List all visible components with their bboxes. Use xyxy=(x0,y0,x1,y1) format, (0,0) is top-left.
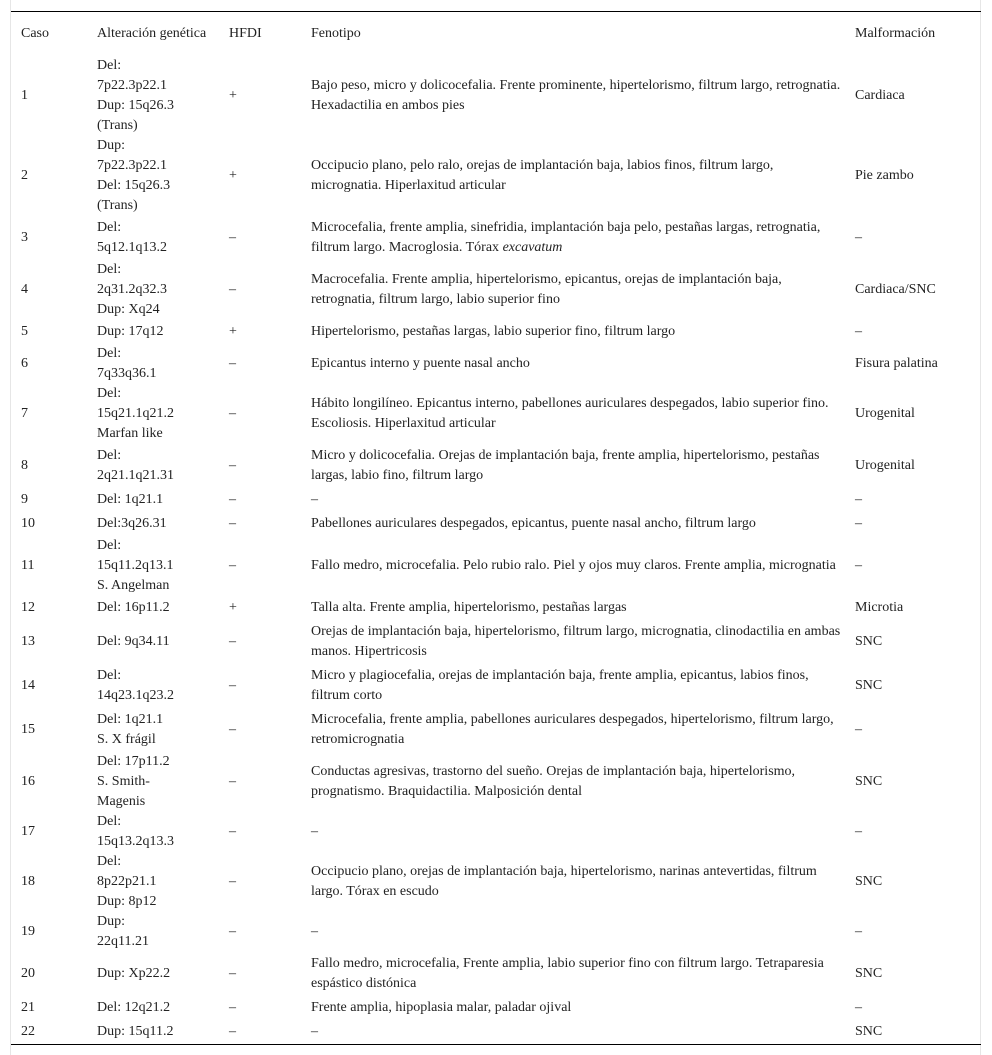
cell-fenotipo xyxy=(301,344,845,384)
table-row xyxy=(11,488,981,512)
alteracion-line: Del: 12q21.2 xyxy=(97,1000,171,1015)
cell-fenotipo xyxy=(301,952,845,996)
alteracion-line: Del: xyxy=(97,220,122,235)
cell-fenotipo xyxy=(301,812,845,852)
cell-hfdi: – xyxy=(229,774,236,789)
fenotipo-text: Occipucio plano, orejas de implantación baja, hipertelorismo, narinas antevertidas, filtrum largo. Tórax en escudo xyxy=(311,864,817,899)
table-row xyxy=(11,952,981,996)
cell-alteracion xyxy=(87,1020,219,1045)
table-row xyxy=(11,444,981,488)
cell-fenotipo xyxy=(301,512,845,536)
fenotipo-text: Pabellones auriculares despegados, epicantus, puente nasal ancho, filtrum largo xyxy=(311,516,756,531)
cell-caso: 6 xyxy=(21,356,28,371)
cell-malformacion: Microtia xyxy=(855,600,904,615)
cell-fenotipo xyxy=(301,1020,845,1045)
cell-hfdi: – xyxy=(229,874,236,889)
table-header xyxy=(11,12,981,57)
cell-alteracion xyxy=(87,320,219,344)
alteracion-line: 22q11.21 xyxy=(97,934,149,949)
table-row xyxy=(11,136,981,216)
cell-alteracion xyxy=(87,708,219,752)
cell-caso: 3 xyxy=(21,230,28,245)
cell-fenotipo xyxy=(301,384,845,444)
cell-hfdi: – xyxy=(229,458,236,473)
cell-alteracion xyxy=(87,752,219,812)
cell-malformacion: SNC xyxy=(855,678,883,693)
alteracion-line: Del: xyxy=(97,58,122,73)
alteracion-line: Del: xyxy=(97,346,122,361)
table-row xyxy=(11,384,981,444)
cell-alteracion xyxy=(87,512,219,536)
table-row xyxy=(11,512,981,536)
header-hfdi: HFDI xyxy=(229,26,262,41)
cell-malformacion: – xyxy=(855,924,862,939)
cell-alteracion xyxy=(87,216,219,260)
cell-caso: 7 xyxy=(21,406,28,421)
cell-hfdi: – xyxy=(229,1024,236,1039)
table-row xyxy=(11,216,981,260)
fenotipo-text: Epicantus interno y puente nasal ancho xyxy=(311,356,530,371)
cell-fenotipo xyxy=(301,536,845,596)
cell-fenotipo xyxy=(301,260,845,320)
cell-hfdi: – xyxy=(229,282,236,297)
cell-hfdi: – xyxy=(229,966,236,981)
fenotipo-text: – xyxy=(311,924,318,939)
alteracion-line: (Trans) xyxy=(97,118,138,133)
cell-fenotipo xyxy=(301,996,845,1020)
cell-hfdi: – xyxy=(229,722,236,737)
alteracion-line: Del: xyxy=(97,538,122,553)
alteracion-line: Del: xyxy=(97,262,122,277)
fenotipo-text: – xyxy=(311,824,318,839)
alteracion-line: Del: 15q26.3 xyxy=(97,178,171,193)
alteracion-line: Marfan like xyxy=(97,426,163,441)
cell-malformacion: Pie zambo xyxy=(855,168,914,183)
table-row xyxy=(11,752,981,812)
alteracion-line: S. X frágil xyxy=(97,732,156,747)
cell-malformacion: Fisura palatina xyxy=(855,356,938,371)
cell-alteracion xyxy=(87,260,219,320)
cell-alteracion xyxy=(87,812,219,852)
fenotipo-text: Hipertelorismo, pestañas largas, labio superior fino, filtrum largo xyxy=(311,324,676,339)
alteracion-line: Dup: xyxy=(97,914,125,929)
alteracion-line: Magenis xyxy=(97,794,146,809)
table-row xyxy=(11,812,981,852)
alteracion-line: 2q31.2q32.3 xyxy=(97,282,167,297)
table-row xyxy=(11,56,981,136)
cell-malformacion: – xyxy=(855,492,862,507)
header-alteracion: Alteración genética xyxy=(97,26,207,41)
cell-malformacion: Urogenital xyxy=(855,458,915,473)
cell-caso: 22 xyxy=(21,1024,35,1039)
cell-fenotipo xyxy=(301,852,845,912)
fenotipo-text: Fallo medro, microcefalia. Pelo rubio ralo. Piel y ojos muy claros. Frente amplia, micrognatia xyxy=(311,558,836,573)
cell-hfdi: – xyxy=(229,634,236,649)
table-row xyxy=(11,344,981,384)
cell-caso: 21 xyxy=(21,1000,35,1015)
table-row xyxy=(11,536,981,596)
alteracion-line: 7p22.3p22.1 xyxy=(97,158,167,173)
cell-fenotipo xyxy=(301,752,845,812)
alteracion-line: Del: xyxy=(97,814,122,829)
alteracion-line: 5q12.1q13.2 xyxy=(97,240,167,255)
cell-hfdi: – xyxy=(229,356,236,371)
cell-hfdi: – xyxy=(229,492,236,507)
cell-malformacion: – xyxy=(855,324,862,339)
alteracion-line: Dup: 8p12 xyxy=(97,894,157,909)
cell-malformacion: – xyxy=(855,1000,862,1015)
cell-malformacion: SNC xyxy=(855,966,883,981)
alteracion-line: (Trans) xyxy=(97,198,138,213)
fenotipo-text: Conductas agresivas, trastorno del sueño. Orejas de implantación baja, hipertelorismo, prognatismo. Braquidactilia. Malposición dental xyxy=(311,764,796,799)
table-body xyxy=(11,56,981,1045)
cell-caso: 15 xyxy=(21,722,35,737)
cell-alteracion xyxy=(87,344,219,384)
cell-caso: 19 xyxy=(21,924,35,939)
alteracion-line: 8p22p21.1 xyxy=(97,874,157,889)
cell-fenotipo xyxy=(301,488,845,512)
cell-hfdi: – xyxy=(229,406,236,421)
fenotipo-text: Microcefalia, frente amplia, pabellones auriculares despegados, hipertelorismo, filtrum largo, retromicrognatia xyxy=(311,712,834,747)
alteracion-line: 2q21.1q21.31 xyxy=(97,468,174,483)
alteracion-line: Del: 16p11.2 xyxy=(97,600,170,615)
alteracion-line: S. Smith- xyxy=(97,774,150,789)
cell-caso: 9 xyxy=(21,492,28,507)
fenotipo-text: Hábito longilíneo. Epicantus interno, pabellones auriculares despegados, labio superior fino. Escoliosis. Hiperlaxitud articular xyxy=(311,396,829,431)
cell-caso: 1 xyxy=(21,88,28,103)
fenotipo-text: Frente amplia, hipoplasia malar, paladar ojival xyxy=(311,1000,572,1015)
cell-hfdi: + xyxy=(229,88,237,103)
cell-malformacion: Cardiaca xyxy=(855,88,905,103)
cell-caso: 20 xyxy=(21,966,35,981)
cell-alteracion xyxy=(87,536,219,596)
cell-malformacion: – xyxy=(855,230,862,245)
cell-fenotipo xyxy=(301,320,845,344)
alteracion-line: 15q11.2q13.1 xyxy=(97,558,174,573)
alteracion-line: Del: xyxy=(97,668,122,683)
alteracion-line: Del:3q26.31 xyxy=(97,516,167,531)
cell-alteracion xyxy=(87,488,219,512)
alteracion-line: S. Angelman xyxy=(97,578,170,593)
alteracion-line: 14q23.1q23.2 xyxy=(97,688,174,703)
cell-fenotipo xyxy=(301,912,845,952)
cell-malformacion: SNC xyxy=(855,874,883,889)
cell-alteracion xyxy=(87,664,219,708)
alteracion-line: Del: xyxy=(97,448,122,463)
table-row xyxy=(11,912,981,952)
cell-alteracion xyxy=(87,56,219,136)
table-row xyxy=(11,320,981,344)
cell-caso: 12 xyxy=(21,600,35,615)
alteracion-line: 15q13.2q13.3 xyxy=(97,834,174,849)
cell-caso: 14 xyxy=(21,678,35,693)
cell-alteracion xyxy=(87,620,219,664)
fenotipo-text: Talla alta. Frente amplia, hipertelorismo, pestañas largas xyxy=(311,600,627,615)
table-row xyxy=(11,596,981,620)
cell-caso: 18 xyxy=(21,874,35,889)
fenotipo-text: Macrocefalia. Frente amplia, hipertelorismo, epicantus, orejas de implantación baja, retrognatia, filtrum largo, labio superior fino xyxy=(311,272,782,307)
cell-hfdi: – xyxy=(229,230,236,245)
table-row xyxy=(11,852,981,912)
cell-malformacion: SNC xyxy=(855,634,883,649)
table-row xyxy=(11,620,981,664)
cell-hfdi: + xyxy=(229,168,237,183)
cell-hfdi: + xyxy=(229,600,237,615)
alteracion-line: Dup: 17q12 xyxy=(97,324,164,339)
cell-hfdi: + xyxy=(229,324,237,339)
cell-alteracion xyxy=(87,384,219,444)
table-row xyxy=(11,996,981,1020)
cell-hfdi: – xyxy=(229,1000,236,1015)
cell-alteracion xyxy=(87,596,219,620)
cell-malformacion: SNC xyxy=(855,774,883,789)
cell-malformacion: – xyxy=(855,722,862,737)
cell-caso: 13 xyxy=(21,634,35,649)
cell-alteracion xyxy=(87,136,219,216)
cell-hfdi: – xyxy=(229,678,236,693)
cell-fenotipo xyxy=(301,664,845,708)
fenotipo-text: – xyxy=(311,492,318,507)
cases-table xyxy=(11,11,981,1045)
cell-caso: 10 xyxy=(21,516,35,531)
alteracion-line: Del: 17p11.2 xyxy=(97,754,170,769)
cell-caso: 5 xyxy=(21,324,28,339)
fenotipo-text: Micro y plagiocefalia, orejas de implantación baja, frente amplia, epicantus, labios finos, filtrum corto xyxy=(311,668,809,703)
cell-alteracion xyxy=(87,852,219,912)
table-row xyxy=(11,664,981,708)
header-caso: Caso xyxy=(21,26,49,41)
cell-malformacion: – xyxy=(855,558,862,573)
header-malformacion: Malformación xyxy=(855,26,936,41)
alteracion-line: Dup: 15q26.3 xyxy=(97,98,174,113)
cell-fenotipo xyxy=(301,216,845,260)
cell-alteracion xyxy=(87,444,219,488)
cell-fenotipo xyxy=(301,708,845,752)
cell-malformacion: – xyxy=(855,516,862,531)
alteracion-line: Del: 9q34.11 xyxy=(97,634,170,649)
fenotipo-text: Microcefalia, frente amplia, sinefridia, implantación baja pelo, pestañas largas, retrognatia, filtrum largo. Macroglosia. Tórax xyxy=(311,220,821,255)
alteracion-line: 15q21.1q21.2 xyxy=(97,406,174,421)
cell-fenotipo xyxy=(301,56,845,136)
cell-hfdi: – xyxy=(229,558,236,573)
cell-fenotipo xyxy=(301,596,845,620)
cell-fenotipo xyxy=(301,620,845,664)
cell-alteracion xyxy=(87,996,219,1020)
fenotipo-text: Orejas de implantación baja, hipertelorismo, filtrum largo, micrognatia, clinodactilia en ambas manos. Hipertricosis xyxy=(311,624,841,659)
alteracion-line: Dup: Xq24 xyxy=(97,302,160,317)
alteracion-line: Dup: 15q11.2 xyxy=(97,1024,174,1039)
alteracion-line: 7q33q36.1 xyxy=(97,366,157,381)
alteracion-line: Del: 1q21.1 xyxy=(97,492,164,507)
cell-malformacion: SNC xyxy=(855,1024,883,1039)
cell-caso: 16 xyxy=(21,774,35,789)
alteracion-line: Del: 1q21.1 xyxy=(97,712,164,727)
alteracion-line: 7p22.3p22.1 xyxy=(97,78,167,93)
cell-hfdi: – xyxy=(229,824,236,839)
fenotipo-text: Occipucio plano, pelo ralo, orejas de implantación baja, labios finos, filtrum largo, micrognatia. Hiperlaxitud articular xyxy=(311,158,774,193)
cell-alteracion xyxy=(87,952,219,996)
alteracion-line: Dup: xyxy=(97,138,125,153)
cell-alteracion xyxy=(87,912,219,952)
alteracion-line: Del: xyxy=(97,854,122,869)
alteracion-line: Dup: Xp22.2 xyxy=(97,966,171,981)
cell-caso: 17 xyxy=(21,824,35,839)
header-fenotipo: Fenotipo xyxy=(311,26,361,41)
cell-caso: 11 xyxy=(21,558,35,573)
cell-malformacion: Cardiaca/SNC xyxy=(855,282,936,297)
fenotipo-text: Fallo medro, microcefalia, Frente amplia, labio superior fino con filtrum largo. Tetraparesia espástico distónica xyxy=(311,956,824,991)
alteracion-line: Del: xyxy=(97,386,122,401)
cell-hfdi: – xyxy=(229,924,236,939)
table-row xyxy=(11,708,981,752)
table-row xyxy=(11,260,981,320)
fenotipo-text: – xyxy=(311,1024,318,1039)
cell-caso: 2 xyxy=(21,168,28,183)
fenotipo-text: Bajo peso, micro y dolicocefalia. Frente prominente, hipertelorismo, filtrum largo, retrognatia. Hexadactilia en ambos pies xyxy=(311,78,841,113)
cell-hfdi: – xyxy=(229,516,236,531)
table-row xyxy=(11,1020,981,1045)
cell-caso: 4 xyxy=(21,282,28,297)
cell-fenotipo xyxy=(301,444,845,488)
cell-malformacion: – xyxy=(855,824,862,839)
cell-malformacion: Urogenital xyxy=(855,406,915,421)
cell-fenotipo xyxy=(301,136,845,216)
cell-caso: 8 xyxy=(21,458,28,473)
fenotipo-text: Micro y dolicocefalia. Orejas de implantación baja, frente amplia, hipertelorismo, pestañas largas, labio fino, filtrum largo xyxy=(311,448,820,483)
header-row xyxy=(11,12,981,57)
fenotipo-italic-text: excavatum xyxy=(502,240,563,255)
